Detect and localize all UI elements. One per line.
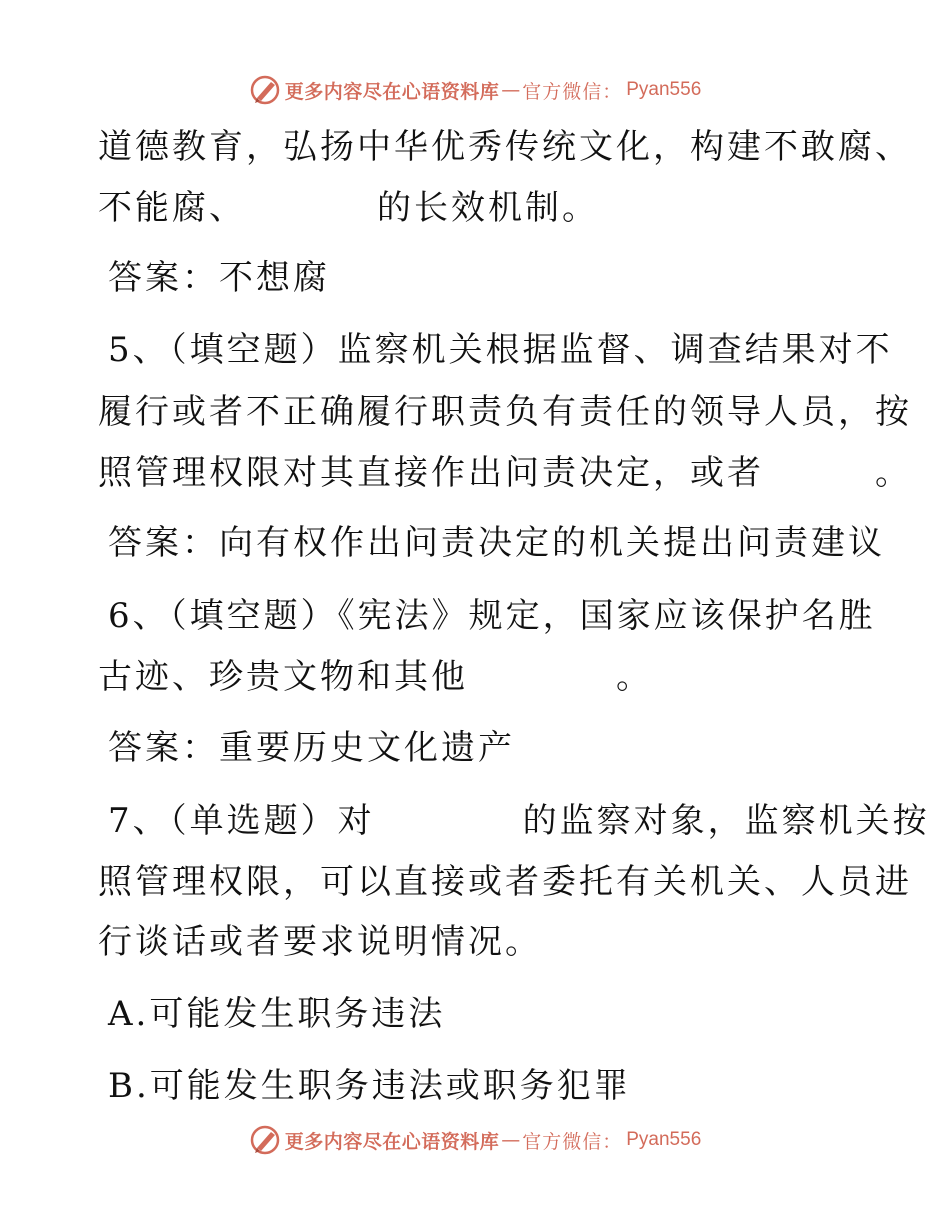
banner-wechat-id: Pyan556: [626, 79, 702, 100]
pen-logo-icon: [249, 1124, 281, 1156]
q5-line-1: 5、（填空题）监察机关根据监督、调查结果对不: [108, 330, 893, 370]
q7-line-3: 行谈话或者要求说明情况。: [98, 922, 542, 962]
q4-line-1: 道德教育，弘扬中华优秀传统文化，构建不敢腐、: [98, 127, 912, 167]
q5-answer: 答案：向有权作出问责决定的机关提出问责建议: [108, 523, 885, 563]
q4-answer: 答案：不想腐: [108, 258, 330, 298]
q7-option-b: B.可能发生职务违法或职务犯罪: [108, 1066, 631, 1106]
pen-logo-icon: [249, 74, 281, 106]
q6-line-1: 6、（填空题）《宪法》规定，国家应该保护名胜: [108, 596, 876, 636]
q5-line-2: 履行或者不正确履行职责负有责任的领导人员，按: [98, 392, 912, 432]
footer-banner: [0, 1120, 950, 1160]
banner-official-label: 官方微信：: [522, 1130, 623, 1153]
banner-wechat-id: Pyan556: [626, 1129, 702, 1150]
banner-official-label: 官方微信：: [522, 80, 623, 103]
banner-dash: —: [501, 79, 521, 101]
banner-dash: —: [501, 1129, 521, 1151]
header-banner: [0, 70, 950, 110]
banner-brand: 更多内容尽在心语资料库: [284, 80, 500, 103]
q7-line-2: 照管理权限，可以直接或者委托有关机关、人员进: [98, 862, 912, 902]
q4-line-2: 不能腐、 的长效机制。: [98, 188, 599, 228]
q6-answer: 答案：重要历史文化遗产: [108, 728, 515, 768]
q5-line-3: 照管理权限对其直接作出问责决定，或者 。: [98, 453, 912, 493]
q6-line-2: 古迹、珍贵文物和其他 。: [98, 657, 653, 697]
q7-option-a: A.可能发生职务违法: [108, 994, 446, 1034]
banner-brand: 更多内容尽在心语资料库: [284, 1130, 500, 1153]
q7-line-1: 7、（单选题）对 的监察对象，监察机关按: [108, 801, 930, 841]
